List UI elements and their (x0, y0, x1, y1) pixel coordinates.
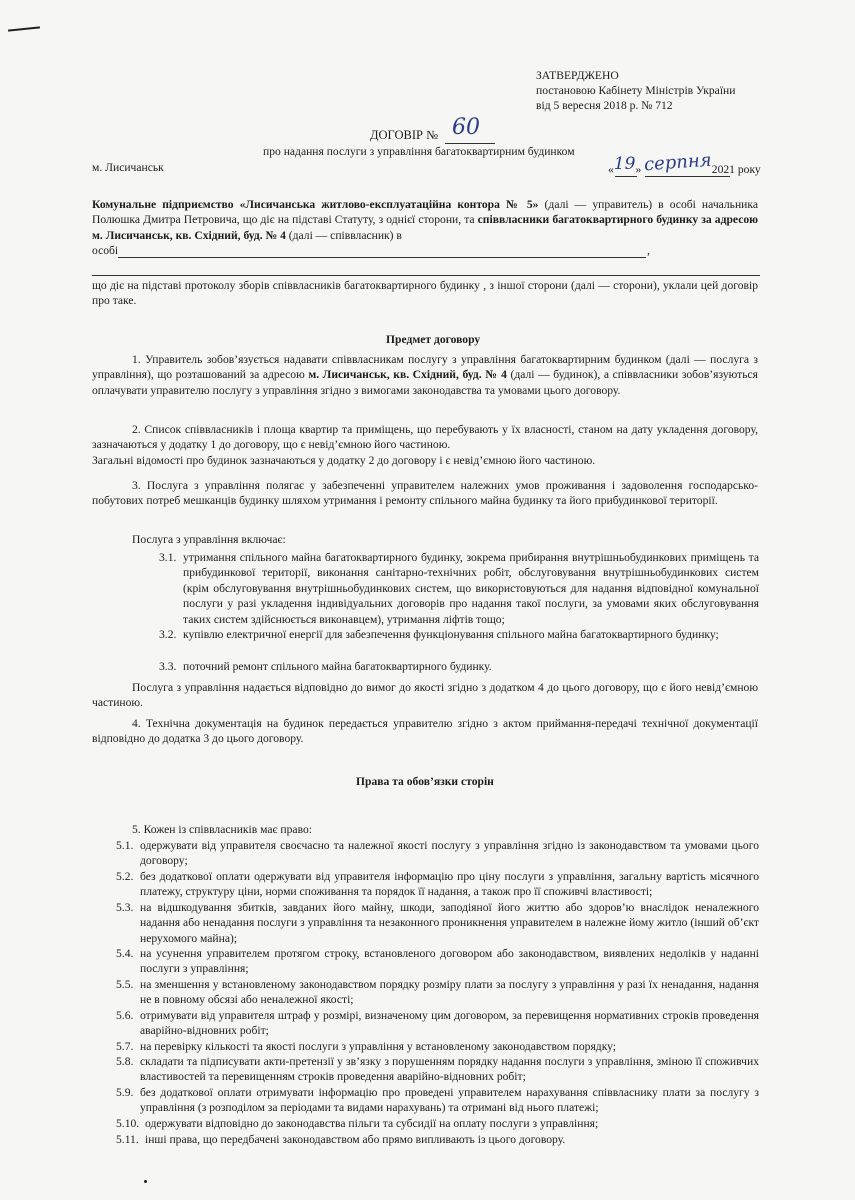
scan-dot (144, 1180, 147, 1183)
parties-osobi: особі (92, 244, 119, 257)
right-item-text: на перевірку кількості та якості послуги з управління у встановленому законодавством порядку; (140, 1040, 617, 1053)
date-month-line (645, 176, 730, 177)
right-item-text: без додаткової оплати одержувати від управителя інформацію про ціну послуги з управління, загальну вартість місячного платежу, структуру ціни, норми споживання та порядок її надання, а також про її споживчі властивості; (140, 870, 759, 899)
item-3-1-number: 3.1. (159, 551, 177, 564)
right-item-text: на усунення управителем протягом строку, встановленого договором або законодавством, виявлених недоліків у наданні послуги з управління; (140, 947, 759, 976)
right-item-number: 5.1. (116, 839, 134, 852)
right-item-number: 5.11. (116, 1133, 139, 1146)
date-quote-open: « (608, 163, 614, 176)
right-item-text: без додаткової оплати отримувати інформацію про проведені управителем нарахування співвласнику плати за послугу з управління (з розподілом за періодами та видами нарахувань) та отримані від нього платежі; (140, 1086, 759, 1115)
date-quote-close: » (635, 163, 642, 176)
contract-number: 60 (452, 115, 480, 140)
right-item-text: складати та підписувати акти-претензії у зв’язку з порушенням порядку надання послуги з управління, зміною її споживчих властивостей та перевищенням строків проведення аварійно-відновних робіт; (140, 1055, 759, 1084)
clause-2-general: Загальні відомості про будинок зазначаються у додатку 2 до договору і є невід’ємною його частиною. (92, 454, 596, 467)
contract-date (608, 149, 761, 177)
item-3-2-number: 3.2. (159, 628, 177, 641)
right-item-text: інші права, що передбачені законодавством або прямо випливають із цього договору. (145, 1133, 566, 1146)
clause-3: 3. Послуга з управління полягає у забезпеченні управителем належних умов проживання і задоволення господарсько-побутових потреб мешканців будинку шляхом утримання і ремонту спільного майна будинку та його прибудинкової території. (92, 479, 758, 508)
quality-paragraph: Послуга з управління надається відповідно до вимог до якості згідно з додатком 4 до цього договору, що є його невід’ємною частиною. (92, 681, 758, 710)
contract-title: ДОГОВІР № (370, 128, 438, 142)
item-3-3-number: 3.3. (159, 660, 177, 673)
approval-line-1: постановою Кабінету Міністрів України (536, 84, 736, 97)
item-3-2-text: купівлю електричної енергії для забезпечення функціонування спільного майна багатоквартирного будинку; (183, 628, 719, 641)
right-item-number: 5.5. (116, 978, 134, 991)
parties-paragraph-2: що діє на підставі протоколу зборів співвласників багатоквартирного будинку , з іншої сторони (далі — сторони), уклали цей договір про таке. (92, 279, 758, 308)
right-item-number: 5.8. (116, 1055, 134, 1068)
right-item-text: одержувати відповідно до законодавства пільги та субсидії на оплату послуги з управління; (145, 1117, 599, 1130)
section-heading-subject: Предмет договору (386, 333, 481, 346)
date-day-line (615, 176, 637, 177)
right-item-number: 5.4. (116, 947, 134, 960)
representative-line (92, 275, 760, 276)
scan-mark-top-left (8, 26, 40, 31)
item-3-1-text: утримання спільного майна багатоквартирного будинку, зокрема прибирання внутрішньобудинкових приміщень та прибудинкової території, виконання санітарно-технічних робіт, обслуговування внутрішньобудинкових систем (крім обслуговування внутрішньобудинкових систем, що використовуються для надання відповідної комунальної послуги у разі укладення індивідуальних договорів про надання такої послуги, за умовами яких обслуговування таких систем здійснюється виконавцем), утримання ліфтів тощо; (183, 551, 759, 626)
clause-5: 5. Кожен із співвласників має право: (132, 823, 312, 836)
clause-2: 2. Список співвласників і площа квартир та приміщень, що перебувають у їх власності, станом на дату укладення договору, зазначаються у додатку 1 до договору, що є невід’ємною його частиною. (92, 423, 758, 452)
date-year: 2021 року (711, 163, 761, 176)
osobi-comma: , (647, 244, 650, 257)
date-month: серпня (643, 149, 713, 176)
osobi-fill-line (118, 257, 646, 258)
contract-city: м. Лисичанськ (92, 161, 164, 174)
right-item-text: на зменшення у встановленому законодавством порядку розміру плати за послугу з управління у разі їх ненадання, надання не в повному обсязі або неналежної якості; (140, 978, 759, 1007)
clause-1: 1. Управитель зобов’язується надавати співвласникам послугу з управління багатоквартирним будинком (далі — послуга з управління), що розташований за адресою м. Лисичанськ, кв. Східний, буд. № 4 (далі — будинок), а співвласники зобов’язуються оплачувати управителю послугу з управління згідно з вимогами законодавства та умовами цього договору. (92, 353, 758, 397)
right-item-text: отримувати від управителя штраф у розмірі, визначеному цим договором, за перевищення нормативних строків проведення аварійно-відновних робіт; (140, 1009, 759, 1038)
approval-title: ЗАТВЕРДЖЕНО (536, 69, 619, 82)
approval-line-2: від 5 вересня 2018 р. № 712 (536, 99, 673, 112)
right-item-number: 5.9. (116, 1086, 134, 1099)
right-item-text: одержувати від управителя своєчасно та належної якості послугу з управління згідно із законодавством та умовами цього договору; (140, 839, 759, 868)
item-3-3-text: поточний ремонт спільного майна багатоквартирного будинку. (183, 660, 492, 673)
right-item-number: 5.2. (116, 870, 134, 883)
section-heading-rights: Права та обов’язки сторін (356, 775, 494, 788)
right-item-number: 5.3. (116, 901, 134, 914)
date-day: 19 (613, 154, 636, 174)
clause-4: 4. Технічна документація на будинок передається управителю згідно з актом приймання-передачі технічної документації відповідно до додатка 3 до цього договору. (92, 717, 758, 746)
right-item-number: 5.7. (116, 1040, 134, 1053)
parties-paragraph-1: Комунальне підприємство «Лисичанська житлово-експлуатаційна контора № 5» (далі — управитель) в особі начальника Полюшка Дмитра Петровича, що діє на підставі Статуту, з однієї сторони, та співвласники багатоквартирного будинку за адресою м. Лисичанськ, кв. Східний, буд. № 4 (далі — співвласник) в (92, 198, 758, 242)
right-item-number: 5.6. (116, 1009, 134, 1022)
includes-label: Послуга з управління включає: (132, 533, 286, 546)
contract-subtitle: про надання послуги з управління багатоквартирним будинком (263, 145, 575, 158)
right-item-text: на відшкодування збитків, завданих його майну, шкоди, заподіяної його життю або здоров’ю внаслідок неналежного надання або ненадання послуги з управління та незаконного проникнення управителем в належне йому житло (інший об’єкт нерухомого майна); (140, 901, 759, 945)
right-item-number: 5.10. (116, 1117, 140, 1130)
